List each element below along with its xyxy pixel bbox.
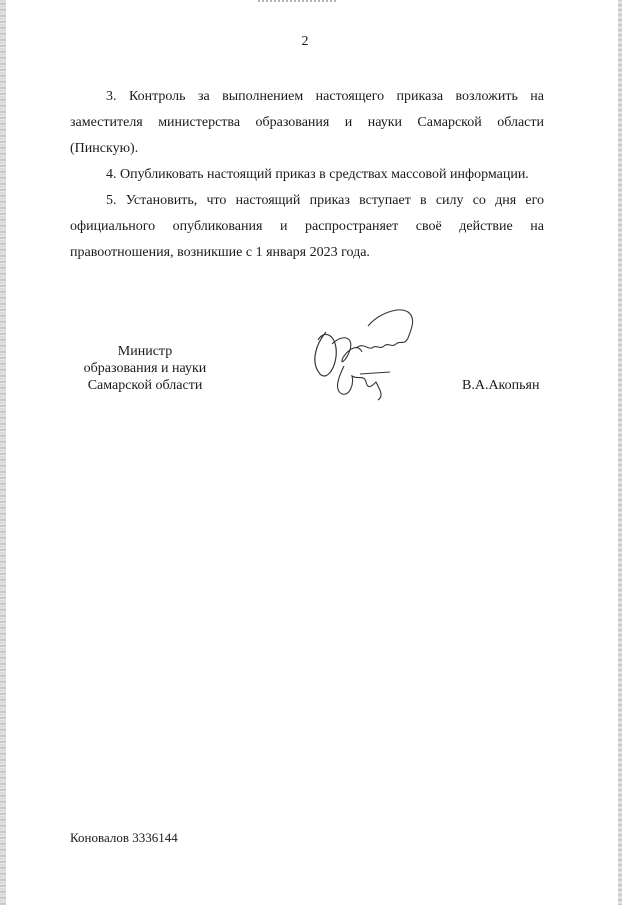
signer-name: В.А.Акопьян <box>462 378 540 393</box>
scan-top-mark <box>258 0 336 12</box>
position-line-2: образования и науки <box>83 361 207 376</box>
position-line-1: Министр <box>117 344 173 359</box>
scan-edge-right <box>618 0 622 905</box>
page-number: 2 <box>301 34 309 49</box>
position-line-3: Самарской области <box>87 378 203 393</box>
paragraph-5: 5. Установить, что настоящий приказ вступает в силу со дня его официального опубликования и распространяет своё действие на правоотношения, возникшие с 1 января 2023 года. <box>70 193 544 260</box>
signatory-position <box>70 343 220 394</box>
document-body <box>70 84 544 266</box>
paragraph-3: 3. Контроль за выполнением настоящего приказа возложить на заместителя министерства образования и науки Самарской области (Пинскую). <box>70 89 544 156</box>
scan-edge-left <box>0 0 6 905</box>
executor-contact: Коновалов 3336144 <box>70 830 178 845</box>
paragraph-4: 4. Опубликовать настоящий приказ в средствах массовой информации. <box>106 167 529 182</box>
handwritten-signature <box>298 304 428 406</box>
